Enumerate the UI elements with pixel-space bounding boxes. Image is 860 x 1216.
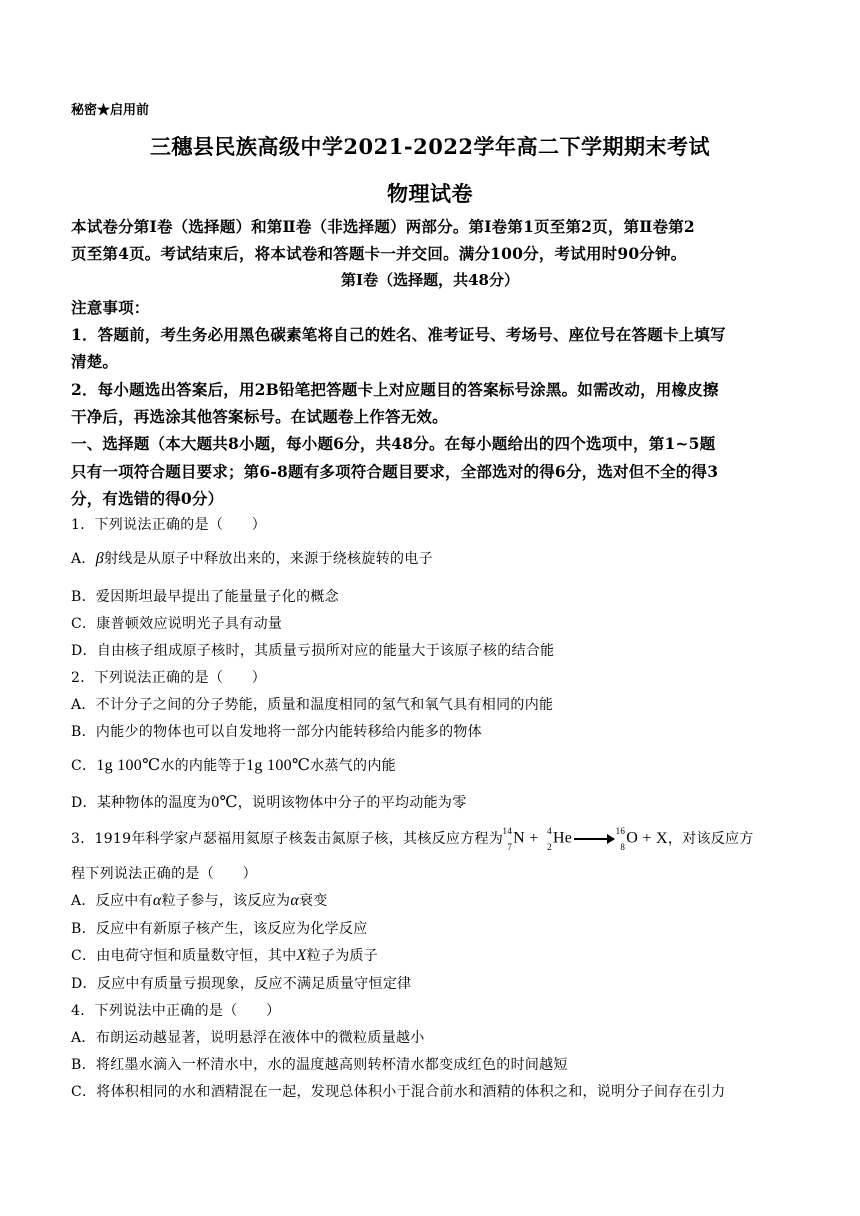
- notes-heading: 注意事项：: [71, 298, 150, 317]
- q2-d-math: 0℃: [211, 794, 238, 811]
- q4-option-c: C．将体积相同的水和酒精混在一起，发现总体积小于混合前水和酒精的体积之和，说明分子间存在引力: [71, 1084, 726, 1100]
- q2-c-end: 水蒸气的内能: [310, 758, 396, 774]
- q3-stem-text: 3．1919年科学家卢瑟福用氦原子核轰击氮原子核，其核反应方程为: [71, 831, 504, 847]
- section-1-title: 第Ⅰ卷（选择题，共48分）: [341, 271, 519, 289]
- secret-mark: 秘密★启用前: [71, 103, 150, 118]
- q3-option-b: B．反应中有新原子核产生，该反应为化学反应: [71, 921, 368, 937]
- exam-title: 三穗县民族高级中学2021-2022学年高二下学期期末考试: [149, 134, 711, 159]
- x-symbol: X: [296, 947, 307, 964]
- q3-stem-line-2: 程下列说法正确的是（ ）: [71, 866, 257, 882]
- intro-line-2: 页至第4页。考试结束后，将本试卷和答题卡一并交回。满分100分，考试用时90分钟。: [71, 244, 687, 263]
- q2-stem: 2．下列说法正确的是（ ）: [71, 670, 267, 686]
- q1-a-text: 射线是从原子中释放出来的，来源于绕核旋转的电子: [104, 551, 433, 567]
- q4-stem: 4．下列说法中正确的是（ ）: [71, 1003, 281, 1019]
- helium-atomic-number: 2: [547, 842, 552, 853]
- alpha-symbol-2: α: [290, 892, 300, 909]
- q2-option-b: B．内能少的物体也可以自发地将一部分内能转移给内能多的物体: [71, 724, 482, 740]
- q3-stem-line-1: 3．1919年科学家卢瑟福用氦原子核轰击氮原子核，其核反应方程为 14 7 N + 4 2 He 16 8 O + X，对该反应方: [71, 826, 754, 853]
- helium-nuclide: [543, 826, 573, 853]
- q3-a-prefix: A．反应中有: [71, 893, 153, 909]
- q1-a-label: A．: [71, 551, 96, 567]
- q4-option-b: B．将红墨水滴入一杯清水中，水的温度越高则转杯清水都变成红色的时间越短: [71, 1057, 568, 1073]
- q3-a-mid: 粒子参与，该反应为: [161, 893, 291, 909]
- q3-option-c: [71, 945, 378, 965]
- part1-instructions-1: 一、选择题（本大题共8小题，每小题6分，共48分。在每小题给出的四个选项中，第1~5题: [71, 434, 716, 453]
- note-line-2: 清楚。: [71, 352, 119, 371]
- q1-option-c: C．康普顿效应说明光子具有动量: [71, 616, 283, 632]
- note-line-1: 1．答题前，考生务必用黑色碳素笔将自己的姓名、准考证号、考场号、座位号在答题卡上填写: [71, 325, 726, 344]
- q3-option-a: [71, 890, 328, 910]
- q3-c-prefix: C．由电荷守恒和质量数守恒，其中: [71, 948, 297, 964]
- oxygen-symbol: O: [626, 830, 639, 847]
- oxygen-nuclide: [615, 826, 639, 853]
- subject-title: 物理试卷: [387, 181, 473, 206]
- nitrogen-atomic-number: 7: [507, 842, 513, 853]
- q3-c-end: 粒子为质子: [306, 948, 379, 964]
- q4-option-a: A．布朗运动越显著，说明悬浮在液体中的微粒质量越小: [71, 1030, 425, 1046]
- q2-c-math-1: 1g 100℃: [96, 757, 161, 774]
- oxygen-mass-number: 16: [615, 826, 626, 837]
- alpha-symbol: α: [152, 892, 162, 909]
- q1-option-a: [71, 548, 433, 568]
- q3-stem-end: ，对该反应方: [667, 831, 754, 847]
- intro-line-1: 本试卷分第Ⅰ卷（选择题）和第Ⅱ卷（非选择题）两部分。第Ⅰ卷第1页至第2页，第Ⅱ卷第2: [71, 217, 695, 236]
- q3-a-end: 衰变: [299, 893, 328, 909]
- nitrogen-symbol: N: [513, 830, 525, 847]
- part1-instructions-3: 分，有选错的得0分）: [71, 489, 224, 508]
- nitrogen-nuclide: [502, 826, 525, 853]
- q3-option-d: D．反应中有质量亏损现象，反应不满足质量守恒定律: [71, 976, 412, 992]
- q2-d-end: ，说明该物体中分子的平均动能为零: [237, 795, 467, 811]
- oxygen-atomic-number: 8: [620, 842, 626, 853]
- nitrogen-mass-number: 14: [502, 826, 513, 837]
- helium-symbol: He: [552, 830, 573, 847]
- reaction-arrow-icon: [574, 838, 614, 840]
- q2-option-c: [71, 755, 396, 775]
- q2-option-d: [71, 792, 467, 812]
- q2-c-mid: 水的内能等于: [160, 758, 247, 774]
- q1-stem: 1．下列说法正确的是（ ）: [71, 517, 267, 533]
- helium-mass-number: 4: [547, 826, 552, 837]
- beta-symbol: β: [95, 550, 104, 567]
- q2-option-a: A．不计分子之间的分子势能，质量和温度相同的氢气和氧气具有相同的内能: [71, 697, 554, 713]
- q2-c-math-2: 1g 100℃: [246, 757, 311, 774]
- q1-option-b: B．爱因斯坦最早提出了能量量子化的概念: [71, 589, 339, 605]
- q2-c-label: C．: [71, 758, 97, 774]
- q2-d-prefix: D．某种物体的温度为: [71, 795, 212, 811]
- note-line-3: 2．每小题选出答案后，用2B铅笔把答题卡上对应题目的答案标号涂黑。如需改动，用橡皮擦: [71, 380, 719, 399]
- x-particle-symbol: X: [656, 830, 668, 847]
- q1-option-d: D．自由核子组成原子核时，其质量亏损所对应的能量大于该原子核的结合能: [71, 643, 555, 659]
- note-line-4: 干净后，再选涂其他答案标号。在试题卷上作答无效。: [71, 407, 448, 426]
- part1-instructions-2: 只有一项符合题目要求；第6-8题有多项符合题目要求，全部选对的得6分，选对但不全的得3: [71, 462, 719, 481]
